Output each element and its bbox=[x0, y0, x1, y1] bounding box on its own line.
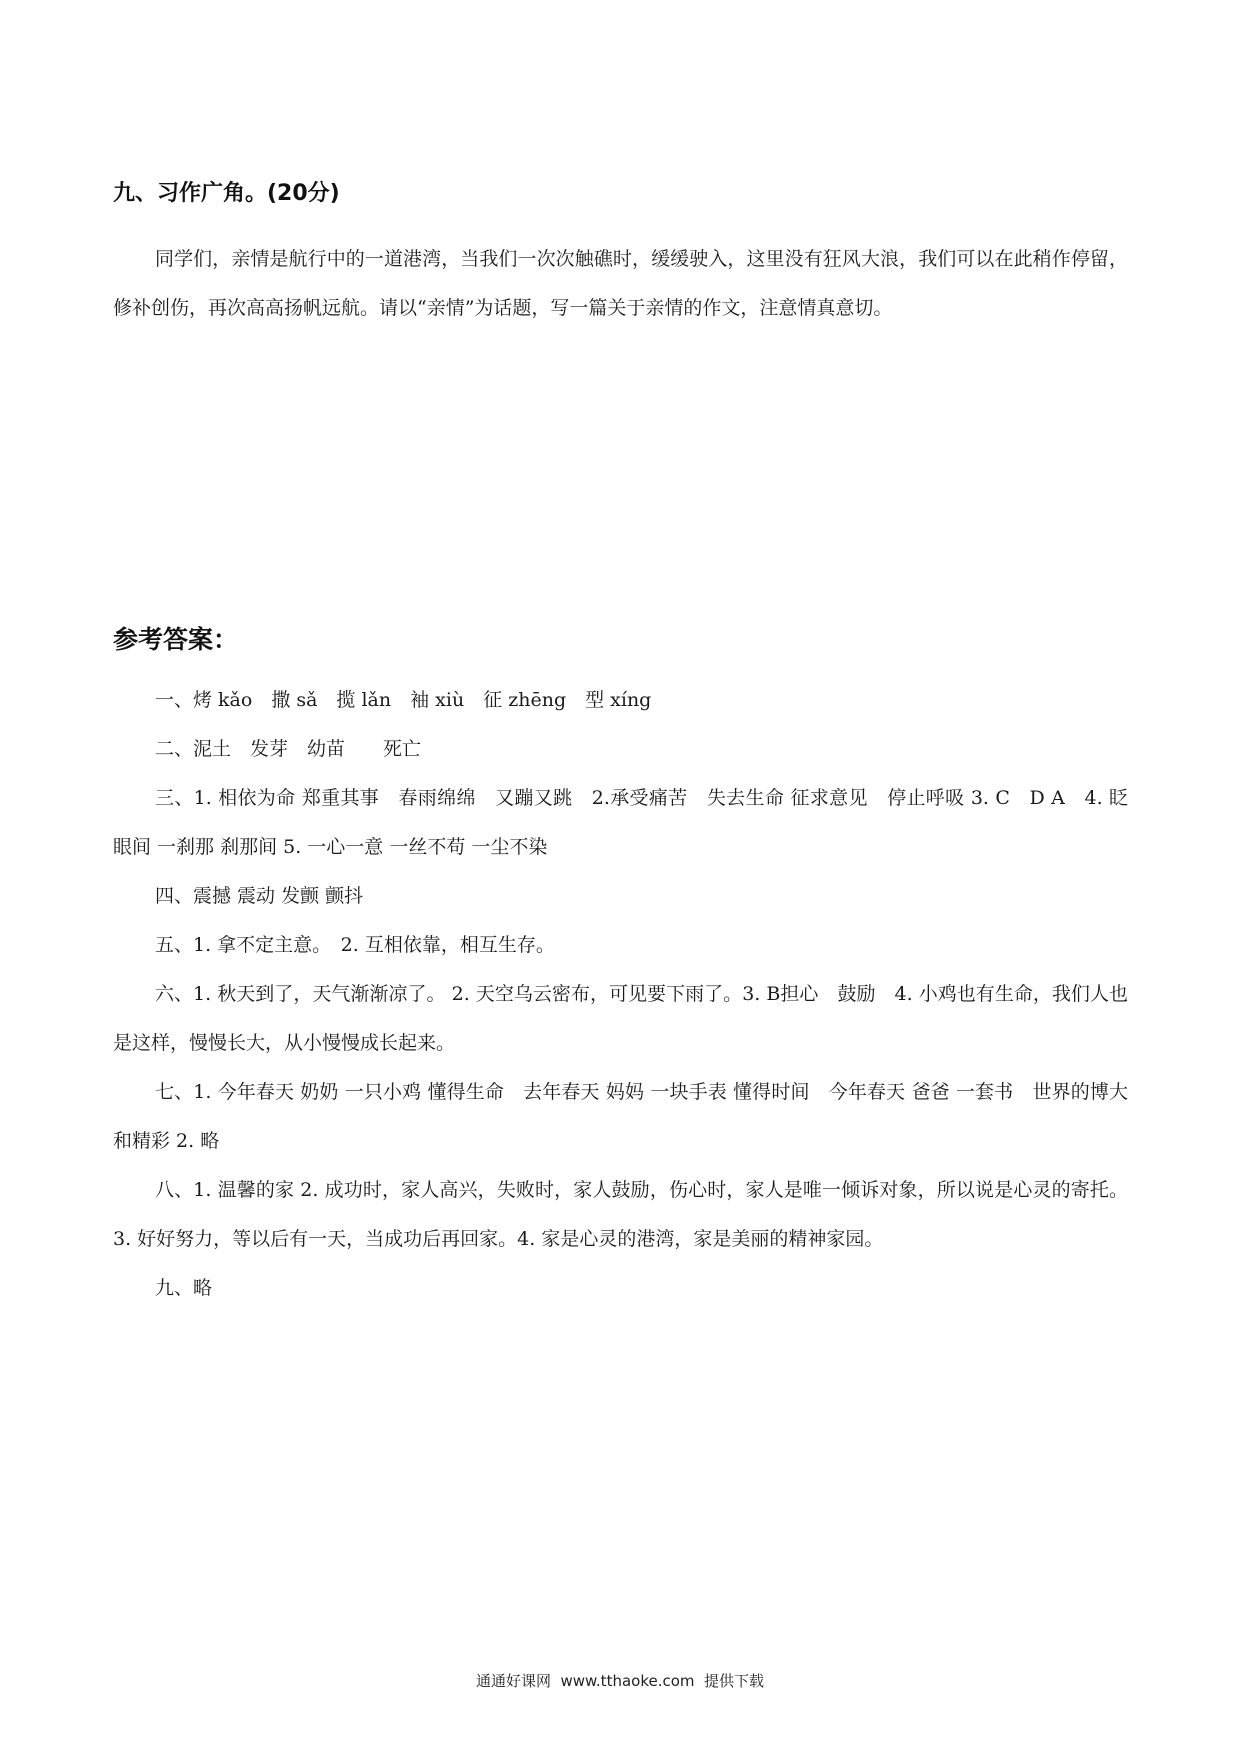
answers-heading: 参考答案： bbox=[113, 625, 239, 654]
answer-item-2: 二、泥土 发芽 幼苗 死亡 bbox=[155, 738, 422, 760]
answer-item-6: 六、1. 秋天到了，天气渐渐凉了。 2. 天空乌云密布，可见要下雨了。3. B担心 鼓励 4. 小鸡也有生命，我们人也是这样，慢慢长大，从小慢慢成长起来。 bbox=[113, 983, 1128, 1054]
answer-item-5: 五、1. 拿不定主意。 2. 互相依靠，相互生存。 bbox=[155, 934, 555, 956]
essay-section-heading: 九、习作广角。(20分) bbox=[113, 181, 340, 206]
answer-item-8: 八、1. 温馨的家 2. 成功时，家人高兴，失败时，家人鼓励，伤心时，家人是唯一倾诉对象，所以说是心灵的寄托。3. 好好努力，等以后有一天，当成功后再回家。4. 家是心灵的港湾，家是美丽的精神家园。 bbox=[113, 1179, 1128, 1250]
essay-prompt-text: 同学们，亲情是航行中的一道港湾，当我们一次次触礁时，缓缓驶入，这里没有狂风大浪，我们可以在此稍作停留，修补创伤，再次高高扬帆远航。请以“亲情”为话题，写一篇关于亲情的作文，注意情真意切。 bbox=[113, 248, 1128, 319]
answer-list bbox=[113, 676, 1128, 1313]
answer-item-9: 九、略 bbox=[155, 1277, 213, 1299]
answer-item-1: 一、烤 kǎo 撒 sǎ 揽 lǎn 袖 xiù 征 zhēng 型 xíng bbox=[155, 689, 652, 711]
download-source-footer: 通通好课网 www.tthaoke.com 提供下载 bbox=[475, 1672, 765, 1690]
answer-item-4: 四、震撼 震动 发颤 颤抖 bbox=[155, 885, 364, 907]
answer-item-3: 三、1. 相依为命 郑重其事 春雨绵绵 又蹦又跳 2.承受痛苦 失去生命 征求意见 停止呼吸 3. C D A 4. 眨眼间 一刹那 刹那间 5. 一心一意 一丝不苟 一尘不染 bbox=[113, 787, 1128, 858]
answer-item-7: 七、1. 今年春天 奶奶 一只小鸡 懂得生命 去年春天 妈妈 一块手表 懂得时间 今年春天 爸爸 一套书 世界的博大和精彩 2. 略 bbox=[113, 1081, 1128, 1152]
